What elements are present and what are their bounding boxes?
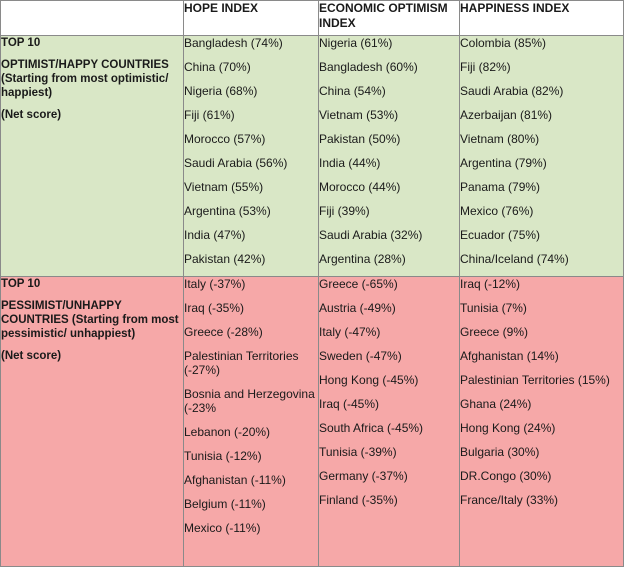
country-entry: Afghanistan (-11%) [184, 473, 286, 487]
country-entry: China (70%) [184, 60, 251, 74]
country-entry: Vietnam (80%) [460, 132, 540, 146]
country-entry: Iraq (-35%) [184, 301, 245, 315]
country-entry: Iraq (-45%) [319, 397, 380, 411]
header-happiness-index: HAPPINESS INDEX [460, 1, 624, 36]
country-entry: Ghana (24%) [460, 397, 532, 411]
country-entry: Fiji (82%) [460, 60, 511, 74]
country-entry: Italy (-47%) [319, 325, 381, 339]
country-entry: Tunisia (-39%) [319, 445, 397, 459]
country-entry: Afghanistan (14%) [460, 349, 559, 363]
country-entry: Finland (-35%) [319, 493, 398, 507]
country-entry: Hong Kong (-45%) [319, 373, 419, 387]
country-entry: Morocco (57%) [184, 132, 266, 146]
country-entry: Colombia (85%) [460, 36, 547, 50]
country-entry: Saudi Arabia (56%) [184, 156, 288, 170]
country-entry: Belgium (-11%) [184, 497, 266, 511]
country-entry: Nigeria (68%) [184, 84, 258, 98]
country-entry: Iraq (-12%) [460, 277, 521, 291]
pessimist-section [1, 277, 624, 567]
country-entry: Fiji (61%) [184, 108, 235, 122]
country-entry: Lebanon (-20%) [184, 425, 271, 439]
country-entry: Pakistan (50%) [319, 132, 401, 146]
country-entry: Panama (79%) [460, 180, 541, 194]
country-entry: China (54%) [319, 84, 386, 98]
country-entry: Greece (-65%) [319, 277, 398, 291]
country-entry: Bangladesh (74%) [184, 36, 283, 50]
country-entry: Vietnam (55%) [184, 180, 264, 194]
country-entry: Tunisia (-12%) [184, 449, 262, 463]
country-entry: Morocco (44%) [319, 180, 401, 194]
country-entry: Bosnia and Herzegovina (-23% [184, 387, 315, 415]
country-entry: Saudi Arabia (32%) [319, 228, 423, 242]
country-entry: Bangladesh (60%) [319, 60, 418, 74]
header-row [1, 1, 624, 36]
pessimist-economic-list [319, 277, 460, 567]
pessimist-title: TOP 10 [1, 278, 41, 290]
country-entry: Italy (-37%) [184, 277, 246, 291]
country-entry: Austria (-49%) [319, 301, 396, 315]
country-entry: France/Italy (33%) [460, 493, 559, 507]
country-entry: India (44%) [319, 156, 381, 170]
country-entry: Tunisia (7%) [460, 301, 527, 315]
country-entry: Vietnam (53%) [319, 108, 399, 122]
pessimist-note: (Net score) [1, 350, 62, 362]
country-entry: Saudi Arabia (82%) [460, 84, 564, 98]
country-entry: Hong Kong (24%) [460, 421, 556, 435]
country-entry: Argentina (28%) [319, 252, 406, 266]
country-entry: Palestinian Territories (15%) [460, 373, 610, 387]
country-entry: Pakistan (42%) [184, 252, 266, 266]
country-entry: Argentina (53%) [184, 204, 271, 218]
country-entry: China/Iceland (74%) [460, 252, 569, 266]
optimist-note: (Net score) [1, 109, 62, 121]
optimist-label-cell [1, 36, 184, 277]
optimist-subtitle: OPTIMIST/HAPPY COUNTRIES (Starting from most optimistic/ happiest) [1, 59, 169, 99]
country-entry: Greece (-28%) [184, 325, 263, 339]
country-entry: Argentina (79%) [460, 156, 547, 170]
country-entry: South Africa (-45%) [319, 421, 424, 435]
country-entry: Germany (-37%) [319, 469, 408, 483]
header-blank-cell [1, 1, 184, 36]
pessimist-label-cell [1, 277, 184, 567]
optimist-section [1, 36, 624, 277]
country-entry: Mexico (-11%) [184, 521, 261, 535]
country-entry: DR.Congo (30%) [460, 469, 552, 483]
country-entry: Greece (9%) [460, 325, 529, 339]
country-entry: Sweden (-47%) [319, 349, 402, 363]
header-hope-index: HOPE INDEX [184, 1, 319, 36]
pessimist-happiness-list [460, 277, 624, 567]
optimist-hope-list [184, 36, 319, 277]
pessimist-subtitle: PESSIMIST/UNHAPPY COUNTRIES (Starting from most pessimistic/ unhappiest) [1, 300, 179, 340]
country-entry: Mexico (76%) [460, 204, 534, 218]
optimist-title: TOP 10 [1, 37, 41, 49]
country-entry: Nigeria (61%) [319, 36, 393, 50]
optimist-happiness-list [460, 36, 624, 277]
country-entry: Fiji (39%) [319, 204, 370, 218]
header-economic-optimism-index: ECONOMIC OPTIMISM INDEX [319, 1, 460, 36]
country-entry: Azerbaijan (81%) [460, 108, 553, 122]
country-entry: Ecuador (75%) [460, 228, 541, 242]
optimist-economic-list [319, 36, 460, 277]
country-entry: Bulgaria (30%) [460, 445, 540, 459]
pessimist-hope-list [184, 277, 319, 567]
country-entry: India (47%) [184, 228, 246, 242]
country-entry: Palestinian Territories (-27%) [184, 349, 299, 377]
